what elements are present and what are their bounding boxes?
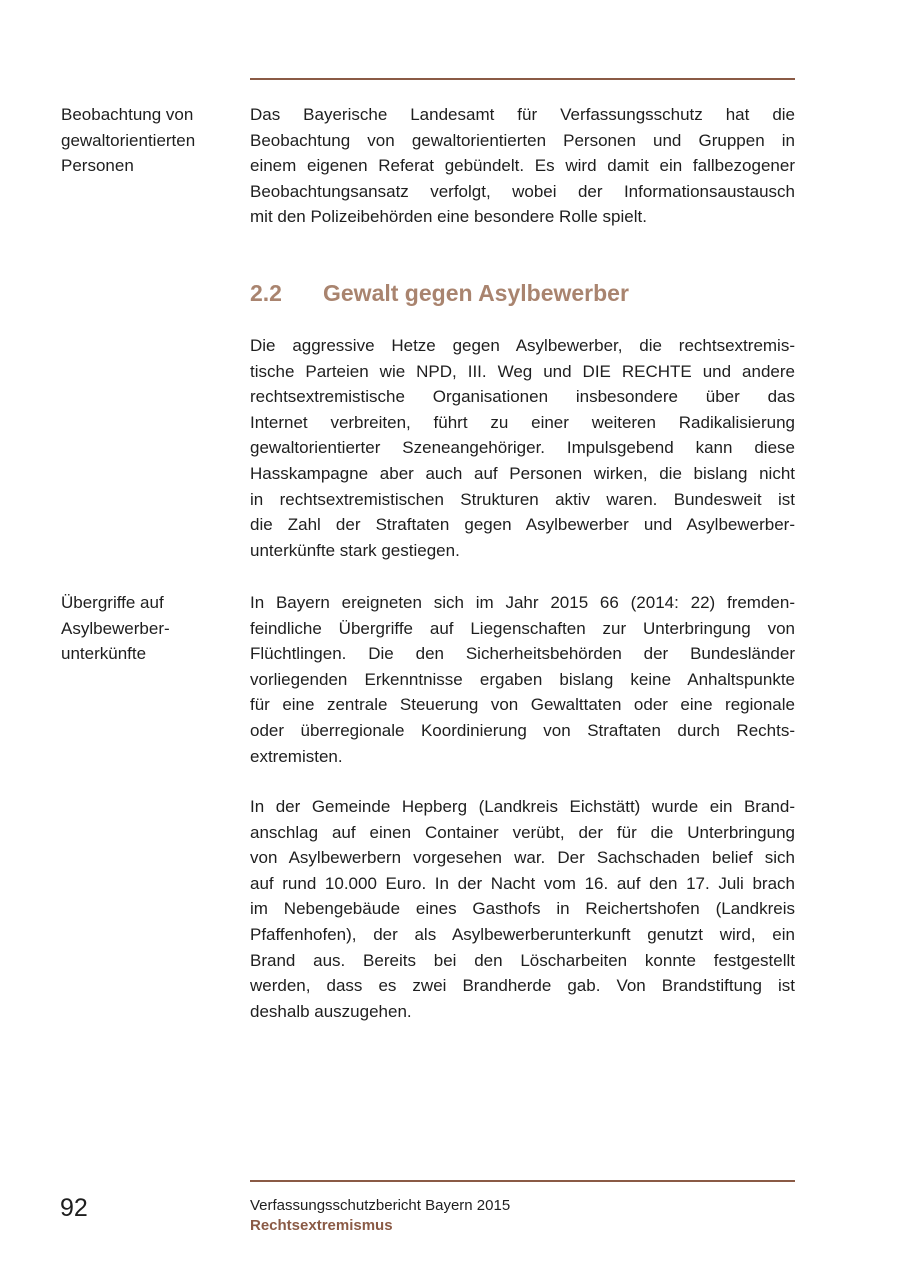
paragraph-line: Beobachtung von gewaltorientierten Personen und Gruppen in <box>250 130 795 150</box>
margin-note-attacks <box>61 590 236 667</box>
paragraph-line: oder überregionale Koordinierung von Straftaten durch Rechts- <box>250 720 795 740</box>
section-heading <box>250 278 795 308</box>
margin-note-line: Personen <box>61 156 134 175</box>
paragraph-line: mit den Polizeibehörden eine besondere Rolle spielt. <box>250 207 647 227</box>
paragraph-line: Internet verbreiten, führt zu einer weiteren Radikalisierung <box>250 412 795 432</box>
paragraph-arson-cases <box>250 794 795 1024</box>
paragraph-line: Flüchtlingen. Die den Sicherheitsbehörden der Bundesländer <box>250 644 795 664</box>
margin-note-line: unterkünfte <box>61 644 147 663</box>
margin-note-line: Asylbewerber- <box>61 618 170 638</box>
margin-note-line: Beobachtung von <box>61 105 194 124</box>
paragraph-line: Beobachtungsansatz verfolgt, wobei der Informationsaustausch <box>250 181 795 201</box>
paragraph-line: tische Parteien wie NPD, III. Weg und DIE RECHTE und andere <box>250 361 795 381</box>
margin-note-line: Übergriffe auf <box>61 593 164 612</box>
footer-report-title: Verfassungsschutzbericht Bayern 2015 <box>250 1197 511 1214</box>
page-number: 92 <box>60 1194 88 1222</box>
footer-divider <box>250 1180 795 1182</box>
paragraph-line: extremisten. <box>250 746 343 766</box>
top-divider <box>250 78 795 80</box>
paragraph-line: Die aggressive Hetze gegen Asylbewerber, die rechtsextremis- <box>250 336 795 355</box>
paragraph-line: die Zahl der Straftaten gegen Asylbewerber und Asylbewerber- <box>250 515 795 535</box>
paragraph-line: Das Bayerische Landesamt für Verfassungsschutz hat die <box>250 105 795 124</box>
paragraph-line: feindliche Übergriffe auf Liegenschaften zur Unterbringung von <box>250 618 795 638</box>
paragraph-line: werden, dass es zwei Brandherde gab. Von Brandstiftung ist <box>250 976 795 996</box>
footer-section-name: Rechtsextremismus <box>250 1217 393 1234</box>
paragraph-line: Brand aus. Bereits bei den Löscharbeiten konnte festgestellt <box>250 950 795 970</box>
section-title: Gewalt gegen Asylbewerber <box>323 280 629 306</box>
paragraph-line: im Nebengebäude eines Gasthofs in Reichertshofen (Landkreis <box>250 899 795 919</box>
paragraph-line: in rechtsextremistischen Strukturen aktiv waren. Bundesweit ist <box>250 489 795 509</box>
paragraph-line: Pfaffenhofen), der als Asylbewerberunterkunft genutzt wird, ein <box>250 924 795 944</box>
paragraph-line: einem eigenen Referat gebündelt. Es wird damit ein fallbezogener <box>250 156 795 176</box>
margin-note-observation <box>61 102 236 179</box>
paragraph-line: unterkünfte stark gestiegen. <box>250 540 460 560</box>
paragraph-line: In der Gemeinde Hepberg (Landkreis Eichstätt) wurde ein Brand- <box>250 797 795 816</box>
paragraph-attacks-bavaria <box>250 590 795 769</box>
paragraph-line: vorliegenden Erkenntnisse ergaben bislang keine Anhaltspunkte <box>250 669 795 689</box>
section-number: 2.2 <box>250 280 282 306</box>
paragraph-line: In Bayern ereigneten sich im Jahr 2015 66 (2014: 22) fremden- <box>250 593 795 612</box>
paragraph-line: gewaltorientierter Szeneangehöriger. Impulsgebend kann diese <box>250 438 795 458</box>
paragraph-hate-campaign <box>250 333 795 563</box>
paragraph-line: Hasskampagne aber auch auf Personen wirken, die bislang nicht <box>250 463 795 483</box>
paragraph-line: anschlag auf einen Container verübt, der für die Unterbringung <box>250 822 795 842</box>
paragraph-line: auf rund 10.000 Euro. In der Nacht vom 16. auf den 17. Juli brach <box>250 873 795 893</box>
paragraph-line: rechtsextremistische Organisationen insbesondere über das <box>250 387 795 407</box>
paragraph-line: für eine zentrale Steuerung von Gewalttaten oder eine regionale <box>250 695 795 715</box>
margin-note-line: gewaltorientierten <box>61 130 196 150</box>
paragraph-line: deshalb auszugehen. <box>250 1001 412 1021</box>
paragraph-observation <box>250 102 795 230</box>
paragraph-line: von Asylbewerbern vorgesehen war. Der Sachschaden belief sich <box>250 848 795 868</box>
